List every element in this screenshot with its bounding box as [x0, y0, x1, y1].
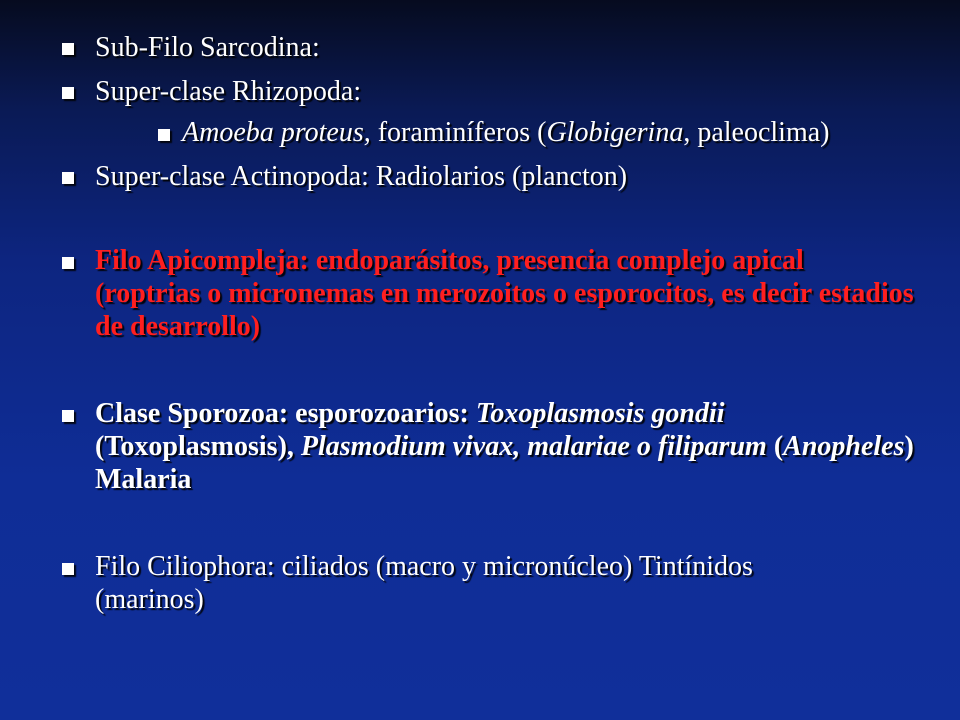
square-bullet-icon — [62, 172, 74, 184]
item-text-apicompleja: Filo Apicompleja: endoparásitos, presencia complejo apical (roptrias o micronemas en merozoitos o esporocitos, es decir estadios de desarrollo) — [95, 245, 914, 342]
text-segment: ( — [766, 431, 784, 462]
text-segment: Clase Sporozoa: esporozoarios: — [95, 398, 476, 429]
species-name: Amoeba proteus, — [182, 117, 371, 148]
square-bullet-icon — [62, 87, 74, 99]
square-bullet-icon — [62, 43, 74, 55]
item-text-sporozoa — [95, 397, 915, 496]
item-text-actinopoda: Super-clase Actinopoda: Radiolarios (plancton) — [95, 161, 628, 192]
square-bullet-icon — [62, 563, 74, 575]
square-bullet-icon — [62, 410, 74, 422]
item-text-amoeba — [182, 116, 829, 149]
species-name: Toxoplasmosis gondii — [475, 398, 725, 429]
text-segment: ) Malaria — [95, 431, 914, 495]
genus-name: Globigerina — [546, 117, 684, 148]
text-segment: foraminíferos ( — [370, 117, 547, 148]
item-text-ciliophora: Filo Ciliophora: ciliados (macro y micronúcleo) Tintínidos (marinos) — [95, 551, 753, 615]
square-bullet-icon — [62, 257, 74, 269]
genus-name: Anopheles — [783, 431, 905, 462]
text-segment: (Toxoplasmosis), — [95, 431, 301, 462]
text-segment: , paleoclima) — [683, 117, 830, 148]
square-bullet-icon — [158, 129, 170, 141]
item-text-super-clase-rhizopoda: Super-clase Rhizopoda: — [95, 76, 362, 107]
item-text-sub-filo-sarcodina: Sub-Filo Sarcodina: — [95, 32, 320, 63]
species-name: Plasmodium vivax, malariae o filiparum — [300, 431, 767, 462]
